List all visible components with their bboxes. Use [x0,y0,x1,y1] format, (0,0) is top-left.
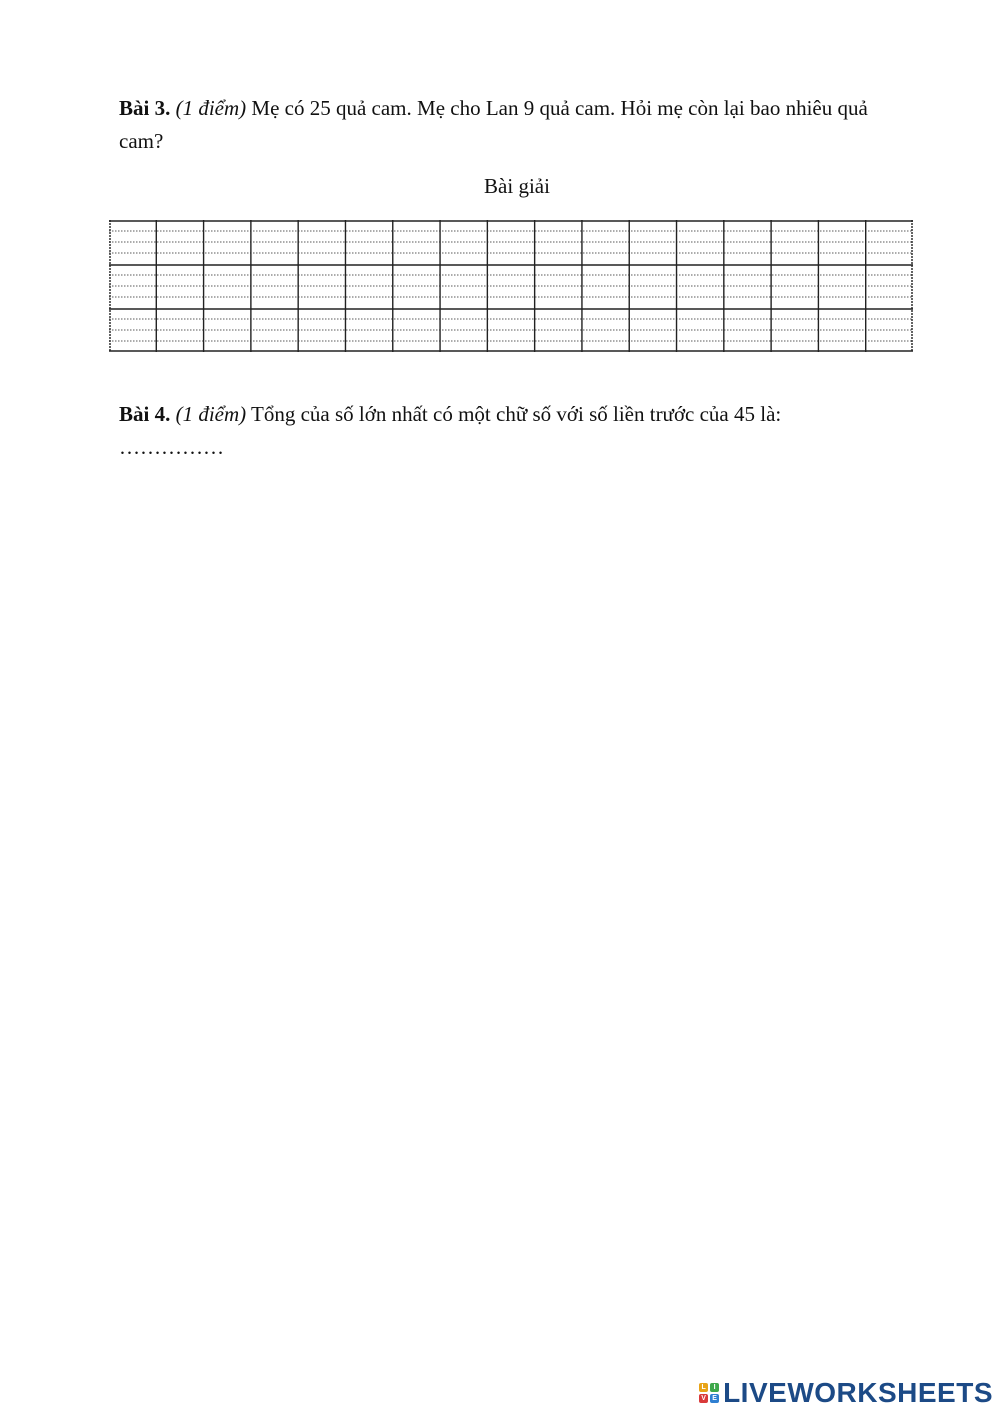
problem-4-text: Tổng của số lớn nhất có một chữ số với số liền trước của 45 là: [246,402,782,426]
liveworksheets-logo [699,1378,993,1408]
problem-4-label: Bài 4. [119,402,171,426]
answer-writing-grid[interactable] [109,220,913,352]
problem-3-points: (1 điểm) [175,96,247,120]
liveworksheets-wordmark: LIVEWORKSHEETS [723,1377,993,1408]
problem-3-label: Bài 3. [119,96,171,120]
liveworksheets-mark-icon: L I V E [699,1380,721,1406]
problem-4-points: (1 điểm) [175,402,247,426]
problem-4 [119,398,879,464]
solution-title: Bài giải [484,174,550,198]
problem-3 [119,92,879,158]
problem-3-text: Mẹ có 25 quả cam. Mẹ cho Lan 9 quả cam. Hỏi mẹ còn lại bao nhiêu quả cam? [119,96,868,153]
answer-blank[interactable]: …………… [119,435,224,459]
